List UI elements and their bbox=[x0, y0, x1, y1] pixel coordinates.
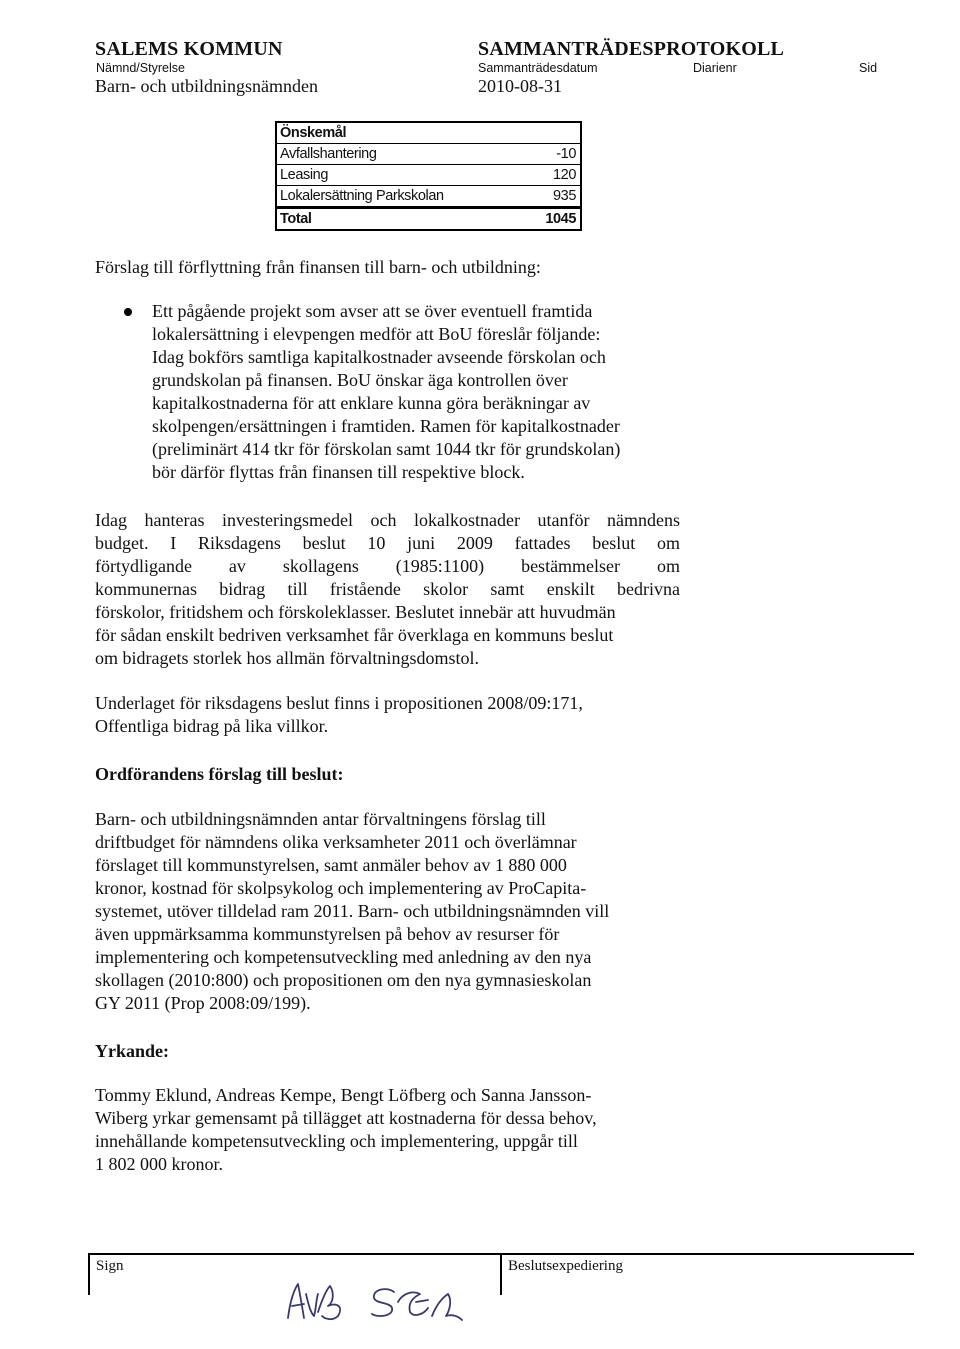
basis-paragraph: Underlaget för riksdagens beslut finns i propositionen 2008/09:171, Offentliga bidrag på lika villkor. bbox=[95, 693, 583, 736]
signature-initials bbox=[282, 1272, 472, 1334]
proposal-intro: Förslag till förflyttning från finansen till barn- och utbildning: bbox=[95, 257, 541, 277]
investment-paragraph: Idag hanteras investeringsmedel och lokalkostnader utanför nämndens budget. I Riksdagens beslut 10 juni 2009 fattades beslut om förtydligande av skollagens (1985:1100) bestämmelser om kommunernas bidrag till fristående skolor samt enskilt bedrivna förskolor, fritidshem och förskoleklasser. Beslutet innebär att huvudmän för sådan enskilt bedriven verksamhet får överklaga en kommuns beslut om bidragets storlek hos allmän förvaltningsdomstol. bbox=[95, 510, 680, 668]
claim-paragraph: Tommy Eklund, Andreas Kempe, Bengt Löfberg och Sanna Jansson- Wiberg yrkar gemensamt på tillägget att kostnaderna för dessa behov, innehållande kompetensutveckling och implementering, uppgår till 1 802 000 kronor. bbox=[95, 1085, 597, 1174]
wishes-table bbox=[275, 121, 582, 231]
diarienr-label: Diarienr bbox=[693, 61, 737, 75]
dispatch-label: Beslutsexpediering bbox=[508, 1258, 623, 1274]
table-row bbox=[277, 165, 580, 186]
row-label: Avfallshantering bbox=[280, 146, 377, 162]
footer-divider bbox=[88, 1253, 90, 1295]
doc-type: SAMMANTRÄDESPROTOKOLL bbox=[478, 38, 785, 60]
footer-divider bbox=[500, 1253, 502, 1295]
table-row bbox=[277, 186, 580, 207]
org-name: SALEMS KOMMUN bbox=[95, 38, 283, 60]
bullet-icon bbox=[124, 308, 132, 316]
table-total-row bbox=[277, 207, 580, 229]
row-label: Leasing bbox=[280, 167, 328, 183]
claim-heading: Yrkande: bbox=[95, 1041, 170, 1061]
board-name: Barn- och utbildningsnämnden bbox=[95, 76, 318, 96]
meeting-date: 2010-08-31 bbox=[478, 76, 562, 96]
table-row bbox=[277, 144, 580, 165]
total-label: Total bbox=[280, 211, 312, 227]
chair-paragraph: Barn- och utbildningsnämnden antar förvaltningens förslag till driftbudget för nämndens olika verksamheter 2011 och överlämnar förslaget till kommunstyrelsen, samt anmäler behov av 1 880 000 kronor, kostnad för skolpsykolog och implementering av ProCapita- systemet, utöver tilldelad ram 2011. Barn- och utbildningsnämnden vill även uppmärksamma kommunstyrelsen på behov av resurser för implementering och kompetensutveckling med anledning av den nya skollagen (2010:800) och propositionen om den nya gymnasieskolan GY 2011 (Prop 2008:09/199). bbox=[95, 809, 610, 1013]
row-label: Lokalersättning Parkskolan bbox=[280, 188, 444, 204]
sid-label: Sid bbox=[859, 61, 878, 75]
chair-heading: Ordförandens förslag till beslut: bbox=[95, 764, 344, 784]
row-value: -10 bbox=[556, 146, 576, 162]
sign-label: Sign bbox=[96, 1258, 124, 1274]
table-heading-row bbox=[277, 123, 580, 144]
total-value: 1045 bbox=[545, 211, 576, 227]
date-label: Sammanträdesdatum bbox=[478, 61, 598, 75]
bullet-paragraph: Ett pågående projekt som avser att se över eventuell framtida lokalersättning i elevpengen medför att BoU föreslår följande: Idag bokförs samtliga kapitalkostnader avseende förskolan och grundskolan på finansen. BoU önskar äga kontrollen över kapitalkostnaderna för att enklare kunna göra beräkningar av skolpengen/ersättningen i framtiden. Ramen för kapitalkostnader (preliminärt 414 tkr för förskolan samt 1044 tkr för grundskolan) bör därför flyttas från finansen till respektive block. bbox=[152, 301, 621, 482]
row-value: 120 bbox=[553, 167, 576, 183]
table-heading: Önskemål bbox=[280, 125, 347, 141]
row-value: 935 bbox=[553, 188, 576, 204]
board-label: Nämnd/Styrelse bbox=[96, 61, 185, 75]
